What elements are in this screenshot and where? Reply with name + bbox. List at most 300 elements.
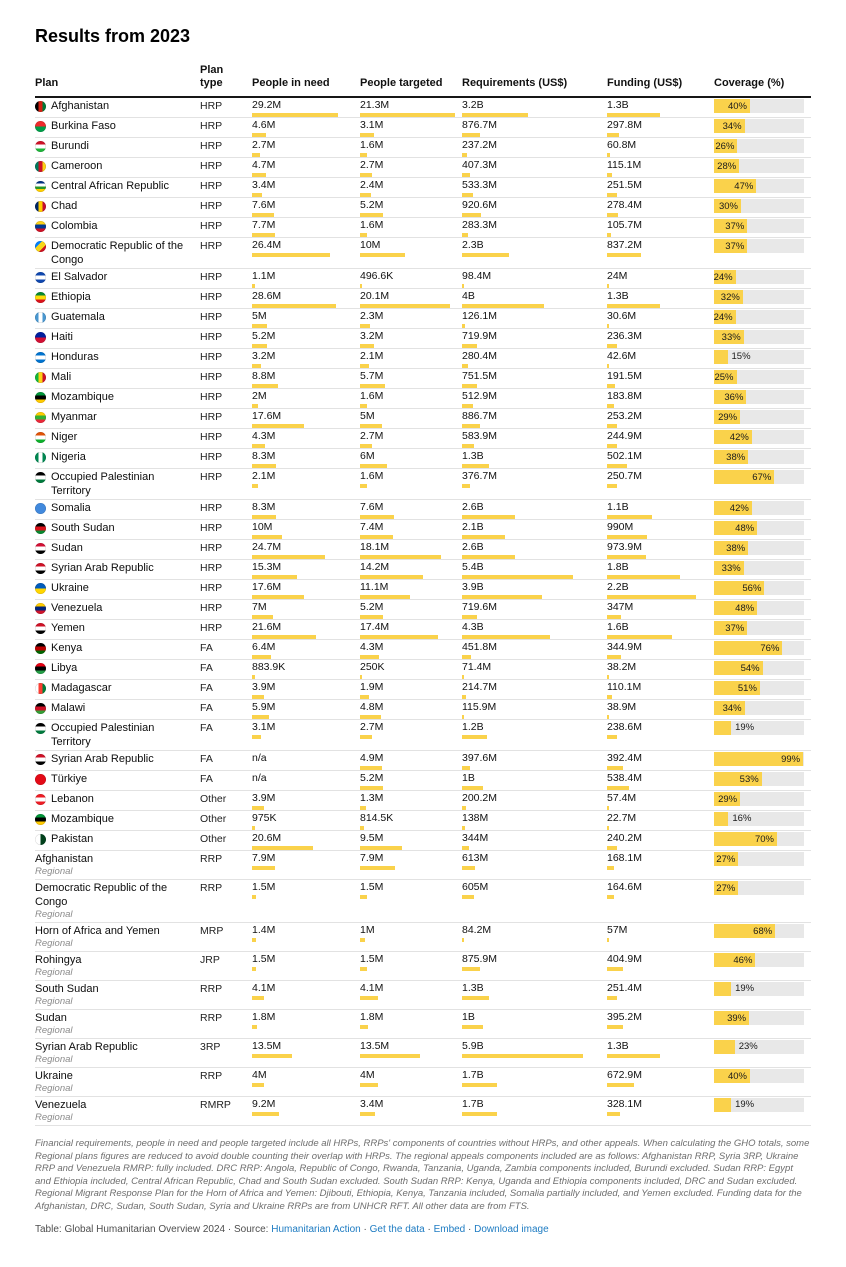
value-bar — [252, 404, 258, 408]
funding-cell: 395.2M — [607, 1010, 714, 1039]
people-targeted-cell: 1M — [360, 923, 462, 952]
value-bar — [360, 193, 371, 197]
value-bar — [607, 1025, 623, 1029]
people-targeted-cell: 1.5M — [360, 880, 462, 923]
people-in-need-cell: 4.7M — [252, 158, 360, 178]
value-bar — [360, 324, 370, 328]
people-targeted-cell: 18.1M — [360, 540, 462, 560]
plan-name: Syrian Arab Republic — [51, 562, 154, 574]
value-bar — [360, 846, 402, 850]
value-bar — [462, 996, 489, 1000]
value-bar — [360, 1054, 420, 1058]
coverage-value: 68% — [753, 925, 773, 937]
coverage-bar — [714, 119, 804, 133]
value-bar — [252, 1083, 264, 1087]
coverage-bar — [714, 179, 804, 193]
value-bar — [252, 967, 256, 971]
value-bar — [252, 233, 275, 237]
coverage-value: 37% — [725, 220, 745, 232]
plan-name: Sudan — [51, 542, 83, 554]
coverage-value: 56% — [742, 582, 762, 594]
plan-cell — [35, 118, 200, 138]
people-targeted-cell: 5.2M — [360, 198, 462, 218]
requirements-cell: 719.6M — [462, 600, 607, 620]
plan-type-cell: HRP — [200, 580, 252, 600]
funding-cell: 2.2B — [607, 580, 714, 600]
coverage-cell — [714, 1097, 811, 1126]
plan-name: Yemen — [51, 622, 85, 634]
requirements-cell: 115.9M — [462, 700, 607, 720]
plan-type-cell: HRP — [200, 158, 252, 178]
value-bar — [462, 515, 515, 519]
value-bar — [252, 133, 266, 137]
funding-cell: 251.5M — [607, 178, 714, 198]
plan-cell — [35, 329, 200, 349]
value-bar — [252, 555, 325, 559]
value-bar — [360, 404, 367, 408]
table-row — [35, 952, 811, 981]
funding-cell: 278.4M — [607, 198, 714, 218]
regional-label: Regional — [35, 1025, 73, 1036]
value-bar — [462, 695, 466, 699]
value-bar — [360, 1083, 378, 1087]
country-flag-icon — [35, 101, 46, 112]
plan-name: Central African Republic — [51, 180, 170, 192]
value-bar — [607, 715, 609, 719]
requirements-cell: 237.2M — [462, 138, 607, 158]
coverage-bar — [714, 1040, 804, 1054]
plan-cell — [35, 369, 200, 389]
value-bar — [360, 113, 455, 117]
value-bar — [462, 193, 473, 197]
value-bar — [252, 1054, 292, 1058]
coverage-bar — [714, 239, 804, 253]
requirements-cell: 376.7M — [462, 469, 607, 500]
coverage-value: 24% — [713, 311, 733, 323]
value-bar — [252, 1025, 257, 1029]
country-flag-icon — [35, 603, 46, 614]
value-bar — [252, 515, 276, 519]
plan-name: Myanmar — [51, 411, 97, 423]
plan-type-cell: HRP — [200, 349, 252, 369]
plan-cell — [35, 289, 200, 309]
table-row — [35, 720, 811, 751]
country-flag-icon — [35, 543, 46, 554]
plan-cell — [35, 520, 200, 540]
requirements-cell: 583.9M — [462, 429, 607, 449]
regional-label: Regional — [35, 996, 73, 1007]
plan-type-cell: 3RP — [200, 1039, 252, 1068]
plan-type-cell: HRP — [200, 469, 252, 500]
funding-cell: 191.5M — [607, 369, 714, 389]
plan-cell — [35, 791, 200, 811]
table-row — [35, 560, 811, 580]
country-flag-icon — [35, 723, 46, 734]
country-flag-icon — [35, 372, 46, 383]
plan-name: Ethiopia — [51, 291, 91, 303]
people-in-need-cell: n/a — [252, 751, 360, 771]
people-targeted-cell: 250K — [360, 660, 462, 680]
value-bar — [360, 715, 381, 719]
plan-name: Guatemala — [51, 311, 105, 323]
coverage-cell — [714, 720, 811, 751]
table-row — [35, 409, 811, 429]
coverage-cell — [714, 540, 811, 560]
col-header-plan-type: Plan type — [200, 64, 252, 97]
plan-name: Türkiye — [51, 773, 88, 785]
people-in-need-cell: 1.5M — [252, 952, 360, 981]
country-flag-icon — [35, 332, 46, 343]
requirements-cell: 1.7B — [462, 1068, 607, 1097]
plan-name: Niger — [51, 431, 78, 443]
regional-label: Regional — [35, 938, 73, 949]
people-in-need-cell: 26.4M — [252, 238, 360, 269]
value-bar — [252, 193, 262, 197]
requirements-cell: 1B — [462, 771, 607, 791]
value-bar — [360, 173, 372, 177]
value-bar — [607, 193, 617, 197]
coverage-bar — [714, 470, 804, 484]
funding-cell: 240.2M — [607, 831, 714, 851]
value-bar — [607, 695, 612, 699]
people-targeted-cell: 5.2M — [360, 771, 462, 791]
funding-cell: 164.6M — [607, 880, 714, 923]
regional-label: Regional — [35, 1054, 73, 1065]
country-flag-icon — [35, 794, 46, 805]
country-flag-icon — [35, 643, 46, 654]
coverage-cell — [714, 520, 811, 540]
funding-cell: 57M — [607, 923, 714, 952]
requirements-cell: 512.9M — [462, 389, 607, 409]
people-in-need-cell: 5M — [252, 309, 360, 329]
table-row — [35, 309, 811, 329]
coverage-value: 32% — [720, 291, 740, 303]
value-bar — [462, 1054, 583, 1058]
coverage-bar — [714, 1098, 804, 1112]
coverage-value: 51% — [737, 682, 757, 694]
coverage-value: 33% — [721, 331, 741, 343]
funding-cell: 502.1M — [607, 449, 714, 469]
country-flag-icon — [35, 563, 46, 574]
requirements-cell: 397.6M — [462, 751, 607, 771]
country-flag-icon — [35, 121, 46, 132]
value-bar — [462, 404, 473, 408]
coverage-value: 36% — [724, 391, 744, 403]
funding-cell: 38.2M — [607, 660, 714, 680]
coverage-bar — [714, 290, 804, 304]
value-bar — [252, 938, 256, 942]
people-in-need-cell: 3.1M — [252, 720, 360, 751]
table-row — [35, 429, 811, 449]
people-targeted-cell: 496.6K — [360, 269, 462, 289]
people-targeted-cell: 14.2M — [360, 560, 462, 580]
coverage-cell — [714, 97, 811, 118]
funding-cell: 973.9M — [607, 540, 714, 560]
people-in-need-cell: 3.4M — [252, 178, 360, 198]
plan-name: Occupied Palestinian Territory — [51, 471, 155, 497]
value-bar — [252, 695, 264, 699]
funding-cell: 38.9M — [607, 700, 714, 720]
people-targeted-cell: 10M — [360, 238, 462, 269]
plan-name: Mozambique — [51, 813, 114, 825]
value-bar — [462, 324, 465, 328]
requirements-cell: 98.4M — [462, 269, 607, 289]
value-bar — [252, 615, 273, 619]
coverage-value: 34% — [722, 702, 742, 714]
col-header-coverage: Coverage (%) — [714, 64, 811, 97]
plan-name: Haiti — [51, 331, 74, 343]
people-targeted-cell: 9.5M — [360, 831, 462, 851]
value-bar — [360, 344, 374, 348]
credit-link-download-image[interactable]: Download image — [474, 1223, 549, 1235]
country-flag-icon — [35, 141, 46, 152]
plan-cell — [35, 952, 200, 981]
coverage-cell — [714, 238, 811, 269]
table-row — [35, 811, 811, 831]
coverage-bar — [714, 1011, 804, 1025]
value-bar — [462, 384, 477, 388]
plan-name: Democratic Republic of the Congo — [51, 240, 184, 266]
plan-name: South Sudan — [51, 522, 115, 534]
plan-cell — [35, 349, 200, 369]
table-row — [35, 198, 811, 218]
plan-type-cell: HRP — [200, 238, 252, 269]
value-bar — [462, 133, 480, 137]
people-in-need-cell: 1.4M — [252, 923, 360, 952]
value-bar — [252, 826, 255, 830]
coverage-cell — [714, 771, 811, 791]
coverage-cell — [714, 198, 811, 218]
coverage-cell — [714, 851, 811, 880]
value-bar — [360, 153, 367, 157]
plan-cell — [35, 660, 200, 680]
coverage-bar — [714, 139, 804, 153]
requirements-cell: 876.7M — [462, 118, 607, 138]
value-bar — [607, 304, 660, 308]
table-row — [35, 1039, 811, 1068]
value-bar — [360, 535, 393, 539]
value-bar — [607, 515, 652, 519]
plan-cell — [35, 771, 200, 791]
people-in-need-cell: 5.9M — [252, 700, 360, 720]
requirements-cell: 5.4B — [462, 560, 607, 580]
value-bar — [607, 615, 621, 619]
coverage-value: 42% — [729, 502, 749, 514]
value-bar — [607, 895, 614, 899]
col-header-funding: Funding (US$) — [607, 64, 714, 97]
coverage-value: 38% — [726, 542, 746, 554]
value-bar — [360, 1025, 368, 1029]
coverage-bar — [714, 752, 804, 766]
value-bar — [607, 555, 646, 559]
people-in-need-cell: 4M — [252, 1068, 360, 1097]
coverage-bar — [714, 852, 804, 866]
plan-type-cell: FA — [200, 640, 252, 660]
table-body — [35, 97, 811, 1126]
coverage-cell — [714, 981, 811, 1010]
coverage-cell — [714, 329, 811, 349]
funding-cell: 105.7M — [607, 218, 714, 238]
requirements-cell: 719.9M — [462, 329, 607, 349]
page-title: Results from 2023 — [35, 26, 191, 46]
funding-cell: 672.9M — [607, 1068, 714, 1097]
country-flag-icon — [35, 221, 46, 232]
value-bar — [462, 895, 474, 899]
value-bar — [360, 213, 383, 217]
plan-cell — [35, 831, 200, 851]
people-targeted-cell: 1.6M — [360, 218, 462, 238]
value-bar — [252, 284, 255, 288]
coverage-bar — [714, 390, 804, 404]
plan-type-cell: HRP — [200, 289, 252, 309]
requirements-cell: 4B — [462, 289, 607, 309]
table-row — [35, 138, 811, 158]
requirements-cell: 407.3M — [462, 158, 607, 178]
funding-cell: 42.6M — [607, 349, 714, 369]
funding-cell: 1.1B — [607, 500, 714, 520]
value-bar — [607, 153, 610, 157]
value-bar — [252, 324, 267, 328]
coverage-value: 48% — [735, 522, 755, 534]
credit-link-embed[interactable]: Embed — [433, 1223, 466, 1235]
coverage-bar — [714, 601, 804, 615]
table-row — [35, 771, 811, 791]
value-bar — [360, 655, 379, 659]
coverage-bar — [714, 270, 804, 284]
plan-name: Burkina Faso — [51, 120, 116, 132]
value-bar — [360, 515, 394, 519]
plan-cell — [35, 198, 200, 218]
people-targeted-cell: 4.8M — [360, 700, 462, 720]
coverage-bar — [714, 661, 804, 675]
coverage-bar — [714, 621, 804, 635]
people-in-need-cell: 15.3M — [252, 560, 360, 580]
value-bar — [360, 424, 382, 428]
plan-name: Chad — [51, 200, 78, 212]
value-bar — [360, 895, 367, 899]
value-bar — [607, 766, 623, 770]
plan-name: Pakistan — [51, 833, 94, 845]
funding-cell: 538.4M — [607, 771, 714, 791]
plan-cell — [35, 158, 200, 178]
plan-type-cell: HRP — [200, 449, 252, 469]
people-targeted-cell: 1.5M — [360, 952, 462, 981]
people-in-need-cell: 2M — [252, 389, 360, 409]
value-bar — [360, 444, 372, 448]
value-bar — [252, 655, 271, 659]
value-bar — [607, 364, 609, 368]
people-in-need-cell: 975K — [252, 811, 360, 831]
people-targeted-cell: 5.7M — [360, 369, 462, 389]
coverage-bar — [714, 792, 804, 806]
funding-cell: 244.9M — [607, 429, 714, 449]
requirements-cell: 3.2B — [462, 97, 607, 118]
value-bar — [462, 213, 481, 217]
plan-type-cell: HRP — [200, 118, 252, 138]
coverage-value: 27% — [716, 882, 736, 894]
country-flag-icon — [35, 312, 46, 323]
coverage-bar — [714, 953, 804, 967]
plan-cell — [35, 880, 200, 923]
coverage-bar — [714, 219, 804, 233]
plan-cell — [35, 1039, 200, 1068]
value-bar — [252, 173, 266, 177]
footnote-text: Financial requirements, people in need and people targeted include all HRPs, RRPs' components of countries without HRPs, and other appeals. When calculating the GHO totals, some Regional plans figures are reduced to avoid double counting their overlap with HRPs. The regional appeals components included are as follows: Afghanistan RRP, Syria 3RP, Ukraine RRP and Venezuela RMRP: fully included. DRC RRP: Angola, Republic of Congo, Rwanda, Tanzania, Uganda, Zambia components included, Burundi excluded. Sudan RRP: Egypt and Ethiopia included, Central African Republic, Chad and South Sudan excluded. South Sudan RRP: Kenya, Uganda and Ethiopia components included, DRC and Sudan excluded. Regional Migrant Response Plan for the Horn of Africa and Yemen: Djibouti, Ethiopia, Kenya, Tanzania included, Somalia partially included, and Yemen excluded. Funding data for the Afghanistan, DRC, Sudan, South Sudan, Syria and Ukraine RRPs are from UNHCR RFT. All other data are from FTS. — [35, 1138, 810, 1212]
value-bar — [607, 1083, 634, 1087]
coverage-value: 19% — [735, 983, 755, 994]
plan-name: Venezuela — [51, 602, 103, 614]
coverage-bar — [714, 541, 804, 555]
requirements-cell: 605M — [462, 880, 607, 923]
people-in-need-cell: 7M — [252, 600, 360, 620]
people-in-need-cell: 17.6M — [252, 409, 360, 429]
plan-type-cell: HRP — [200, 269, 252, 289]
requirements-cell: 451.8M — [462, 640, 607, 660]
requirements-cell: 2.6B — [462, 500, 607, 520]
plan-cell — [35, 811, 200, 831]
plan-cell — [35, 309, 200, 329]
plan-name: Occupied Palestinian Territory — [51, 722, 155, 748]
value-bar — [462, 635, 550, 639]
coverage-value: 27% — [716, 853, 736, 865]
plan-name: Sudan — [35, 1012, 67, 1024]
value-bar — [607, 213, 618, 217]
value-bar — [360, 938, 365, 942]
plan-cell — [35, 178, 200, 198]
value-bar — [462, 735, 487, 739]
requirements-cell: 2.6B — [462, 540, 607, 560]
coverage-cell — [714, 1010, 811, 1039]
coverage-bar — [714, 99, 804, 113]
plan-type-cell: HRP — [200, 600, 252, 620]
credit-link-get-the-data[interactable]: Get the data — [369, 1223, 425, 1235]
plan-cell — [35, 449, 200, 469]
people-in-need-cell: 28.6M — [252, 289, 360, 309]
plan-name: Venezuela — [35, 1099, 87, 1111]
people-in-need-cell: 8.3M — [252, 449, 360, 469]
credit-link-humanitarian-action[interactable]: Humanitarian Action — [271, 1223, 361, 1235]
coverage-cell — [714, 389, 811, 409]
coverage-bar — [714, 924, 804, 938]
coverage-value: 26% — [715, 140, 735, 152]
regional-label: Regional — [35, 866, 73, 877]
people-targeted-cell: 2.7M — [360, 429, 462, 449]
coverage-cell — [714, 923, 811, 952]
value-bar — [360, 996, 378, 1000]
table-row — [35, 449, 811, 469]
coverage-value: 29% — [718, 793, 738, 805]
country-flag-icon — [35, 623, 46, 634]
coverage-bar — [714, 521, 804, 535]
value-bar — [360, 615, 383, 619]
plan-name: Libya — [51, 662, 78, 674]
people-targeted-cell: 2.1M — [360, 349, 462, 369]
people-targeted-cell: 2.3M — [360, 309, 462, 329]
funding-cell: 30.6M — [607, 309, 714, 329]
value-bar — [360, 1112, 375, 1116]
value-bar — [607, 735, 617, 739]
coverage-value: 30% — [718, 200, 738, 212]
funding-cell: 1.3B — [607, 97, 714, 118]
plan-cell — [35, 560, 200, 580]
plan-name: South Sudan — [35, 983, 99, 995]
country-flag-icon — [35, 503, 46, 514]
value-bar — [607, 253, 641, 257]
people-in-need-cell: 4.1M — [252, 981, 360, 1010]
value-bar — [607, 384, 615, 388]
plan-cell — [35, 218, 200, 238]
funding-cell: 404.9M — [607, 952, 714, 981]
